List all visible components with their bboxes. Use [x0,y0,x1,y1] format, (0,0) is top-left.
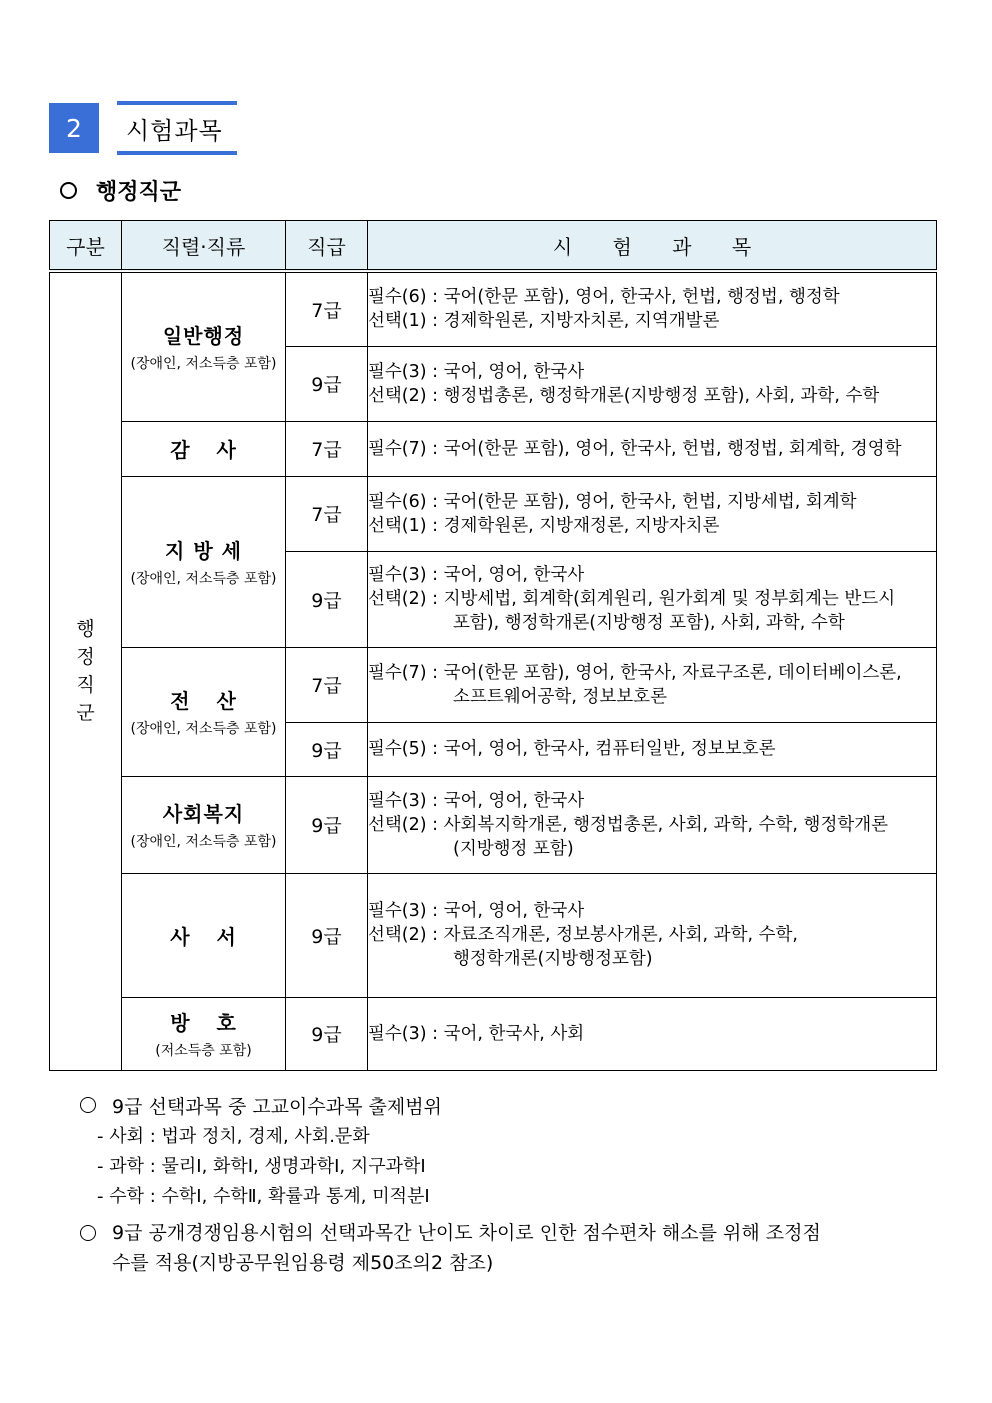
series-name: 전 산 [170,689,237,713]
series-name: 사회복지 [162,802,245,826]
subject-line: 필수(3) : 국어, 영어, 한국사 [368,790,585,811]
subjects-cell [368,551,937,647]
series-cell-audit [122,421,286,476]
section-number-badge: 2 [49,103,99,153]
table-row [50,476,937,551]
subjects-cell [368,476,937,551]
header-series: 직렬·직류 [122,221,286,272]
series-note: (장애인, 저소득층 포함) [130,571,277,587]
subject-line: 필수(6) : 국어(한문 포함), 영어, 한국사, 헌법, 행정법, 행정학 [368,287,840,308]
subject-line: 필수(5) : 국어, 영어, 한국사, 컴퓨터일반, 정보보호론 [368,739,776,759]
subject-line: 필수(3) : 국어, 영어, 한국사 [368,361,585,382]
table-row [50,873,937,997]
subjects-cell [368,421,937,476]
section-title: 시험과목 [126,116,223,145]
subheading-text: 행정직군 [96,180,182,205]
section-title-box [117,101,237,155]
grade-cell: 9급 [286,776,368,873]
header-grade: 직급 [286,221,368,272]
group-char: 군 [76,702,95,725]
note-2 [80,1218,940,1278]
note-2-line-1: 9급 공개경쟁임용시험의 선택과목간 난이도 차이로 인한 점수편차 해소를 위해 조정점 [112,1222,821,1244]
dash-item-math: - 수학 : 수학Ⅰ, 수학Ⅱ, 확률과 통계, 미적분Ⅰ [97,1186,430,1207]
grade-cell: 7급 [286,421,368,476]
table-row [50,776,937,873]
subject-line: 행정학개론(지방행정포함) [453,949,653,969]
subject-line: 필수(7) : 국어(한문 포함), 영어, 한국사, 자료구조론, 데이터베이스론, [368,662,902,683]
series-cell-librarian [122,873,286,997]
note-1 [80,1090,940,1120]
subjects-cell [368,722,937,776]
subject-line: 포함), 행정학개론(지방행정 포함), 사회, 과학, 수학 [453,613,845,633]
series-name: 지 방 세 [165,539,242,563]
subject-line: 선택(1) : 경제학원론, 지방재정론, 지방자치론 [368,515,720,536]
subjects-cell [368,271,937,346]
table-row [50,647,937,722]
subject-line: 소프트웨어공학, 정보보호론 [453,686,667,707]
series-note: (저소득층 포함) [155,1043,252,1059]
subjects-cell [368,346,937,421]
header-category: 구분 [50,221,122,272]
series-name: 방 호 [170,1011,237,1035]
series-name: 일반행정 [162,324,245,349]
group-char: 정 [76,646,95,669]
table-row [50,421,937,476]
series-note: (장애인, 저소득층 포함) [130,356,277,373]
exam-subjects-table [49,220,937,1071]
notes-section [80,1090,940,1278]
dash-item-science: - 과학 : 물리Ⅰ, 화학Ⅰ, 생명과학Ⅰ, 지구과학Ⅰ [97,1156,426,1177]
subjects-cell [368,997,937,1070]
subject-line: 필수(3) : 국어, 한국사, 사회 [368,1023,585,1044]
dash-item-social: - 사회 : 법과 정치, 경제, 사회.문화 [97,1126,370,1147]
grade-cell: 7급 [286,647,368,722]
subject-line: 필수(3) : 국어, 영어, 한국사 [368,565,585,585]
header-subjects: 시 험 과 목 [368,221,937,272]
grade-cell: 7급 [286,271,368,346]
subject-line: 선택(2) : 자료조직개론, 정보봉사개론, 사회, 과학, 수학, [368,925,798,945]
series-note: (장애인, 저소득층 포함) [130,834,277,850]
grade-cell: 9급 [286,997,368,1070]
subjects-cell [368,647,937,722]
grade-cell: 7급 [286,476,368,551]
subject-line: 선택(2) : 사회복지학개론, 행정법총론, 사회, 과학, 수학, 행정학개론 [368,814,889,835]
series-name: 사 서 [170,924,237,949]
grade-cell: 9급 [286,873,368,997]
subject-line: 필수(3) : 국어, 영어, 한국사 [368,901,585,921]
subject-line: 선택(2) : 행정법총론, 행정학개론(지방행정 포함), 사회, 과학, 수학 [368,385,880,406]
circle-bullet-icon [60,182,77,199]
table-row [50,997,937,1070]
subjects-cell [368,873,937,997]
group-char: 직 [76,674,95,697]
subjects-cell [368,776,937,873]
series-note: (장애인, 저소득층 포함) [130,721,277,737]
subject-line: (지방행정 포함) [453,838,574,859]
subject-line: 선택(1) : 경제학원론, 지방자치론, 지역개발론 [368,311,720,332]
table-row [50,271,937,346]
series-cell-security [122,997,286,1070]
grade-cell: 9급 [286,722,368,776]
subject-line: 필수(6) : 국어(한문 포함), 영어, 한국사, 헌법, 지방세법, 회계학 [368,491,857,512]
subject-line: 선택(2) : 지방세법, 회계학(회계원리, 원가회계 및 정부회계는 반드시 [368,589,896,609]
circle-bullet-icon [80,1225,96,1241]
group-char: 행 [76,618,95,641]
subheading [60,175,181,206]
series-cell-general-admin [122,271,286,421]
table-header-row [50,221,937,272]
series-cell-it [122,647,286,776]
note-2-line-2: 수를 적용(지방공무원임용령 제50조의2 참조) [112,1252,494,1274]
grade-cell: 9급 [286,346,368,421]
grade-cell: 9급 [286,551,368,647]
circle-bullet-icon [80,1097,96,1113]
series-cell-local-tax [122,476,286,647]
note-1-text: 9급 선택과목 중 고교이수과목 출제범위 [112,1095,442,1118]
subject-line: 필수(7) : 국어(한문 포함), 영어, 한국사, 헌법, 행정법, 회계학, 경영학 [368,438,902,459]
series-cell-social-welfare [122,776,286,873]
series-name: 감 사 [170,438,237,462]
group-cell [50,271,122,1070]
